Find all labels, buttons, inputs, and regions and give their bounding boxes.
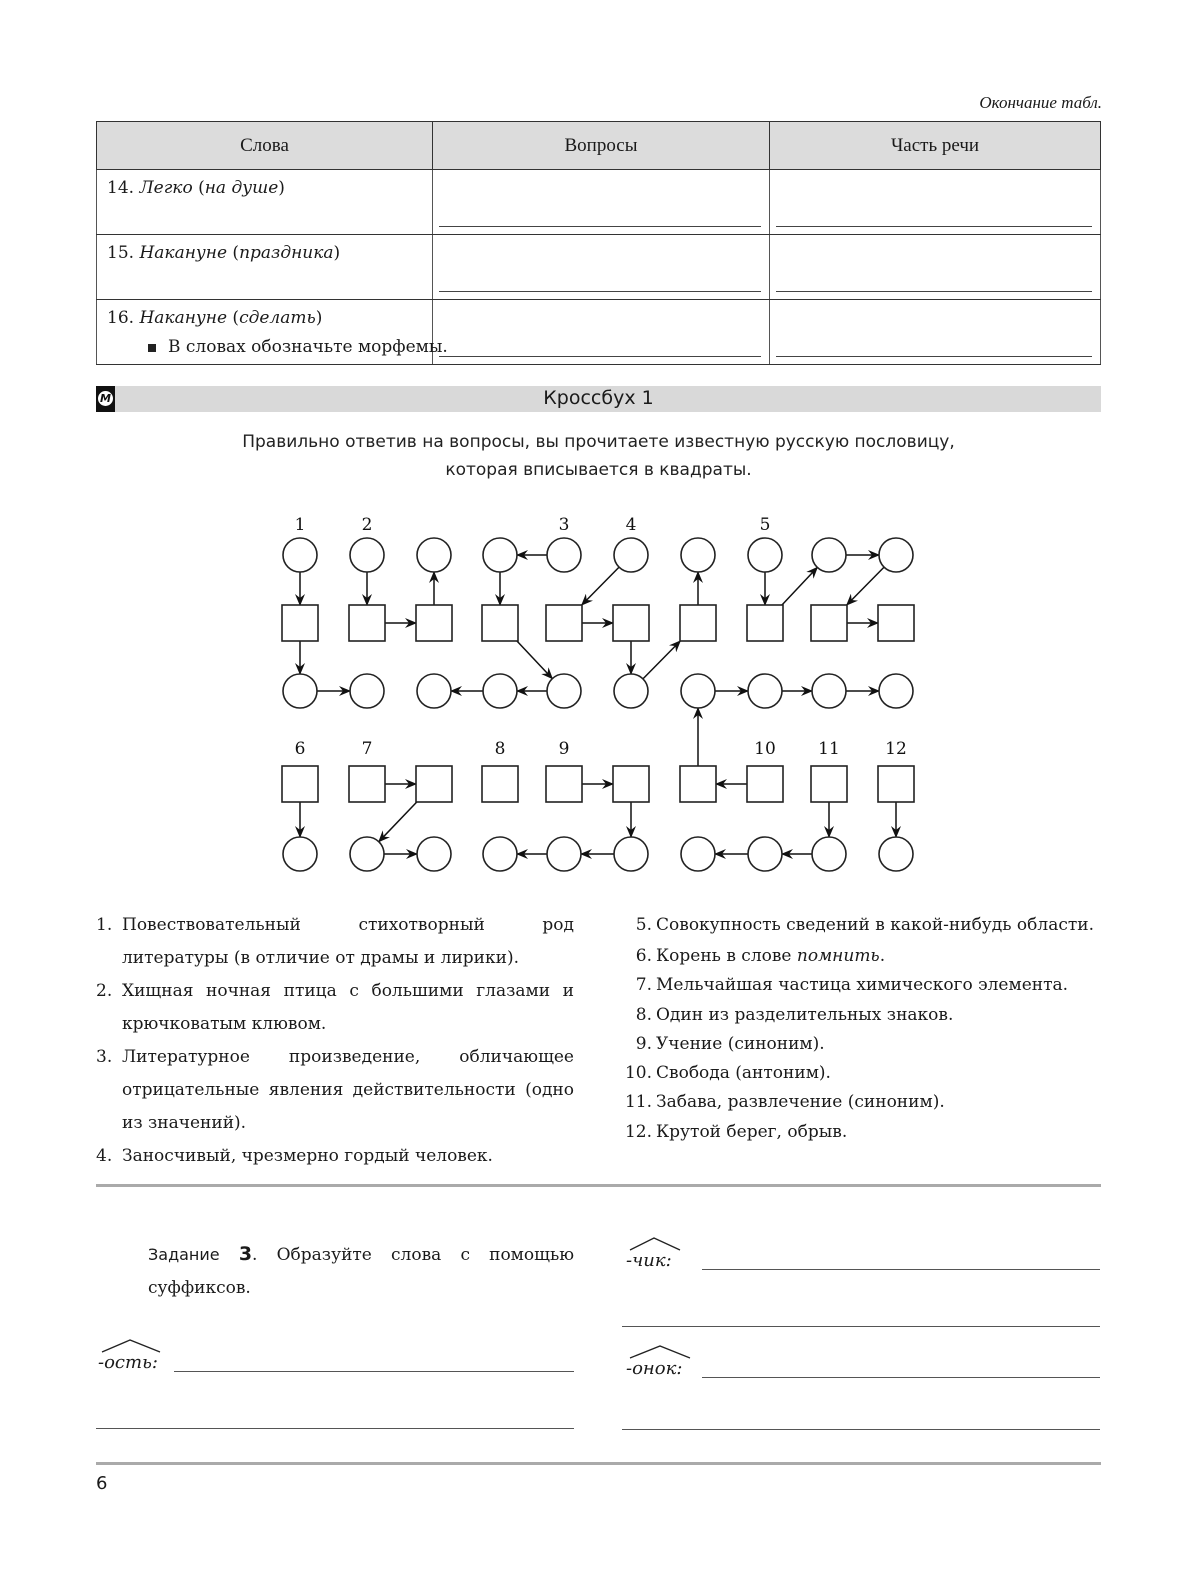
diagram-arrow — [782, 567, 817, 605]
word-cell: 15. Накануне (праздника) — [97, 235, 433, 300]
task-number: 3 — [238, 1243, 253, 1265]
instructions-line-2: которая вписывается в квадраты. — [445, 460, 752, 480]
letter-circle[interactable] — [614, 674, 648, 708]
letter-square[interactable] — [613, 605, 649, 641]
question-number: 6. — [635, 946, 652, 966]
letter-square[interactable] — [546, 605, 582, 641]
question-number-label: 8 — [494, 739, 506, 759]
letter-square[interactable] — [878, 605, 914, 641]
task-label: Задание — [148, 1245, 220, 1264]
suffix-text: -чик — [626, 1250, 666, 1271]
suffix-arc-icon — [100, 1338, 162, 1354]
letter-circle[interactable] — [879, 674, 913, 708]
column-header-part-of-speech: Часть речи — [770, 122, 1101, 170]
instructions-line-1: Правильно ответив на вопросы, вы прочитаете известную русскую пословицу, — [242, 432, 955, 452]
task-3-prompt — [148, 1238, 574, 1305]
answer-line — [776, 356, 1092, 357]
table-caption: Окончание табл. — [979, 93, 1102, 112]
question-number-label: 1 — [294, 515, 306, 535]
question-number: 3. — [96, 1047, 113, 1067]
suffix-text: -ость — [98, 1352, 152, 1373]
crossbuh-instructions — [96, 428, 1101, 484]
letter-circle[interactable] — [681, 674, 715, 708]
table-row — [97, 170, 1101, 235]
question-item — [622, 1088, 1100, 1117]
letter-square[interactable] — [349, 766, 385, 802]
question-number: 4. — [96, 1146, 113, 1166]
question-text: Совокупность сведений в какой-нибудь области. — [656, 915, 1094, 935]
letter-square[interactable] — [416, 605, 452, 641]
questions-answer-cell[interactable] — [433, 235, 770, 300]
question-text: Повествовательный стихотворный род литературы (в отличие от драмы и лирики). — [122, 915, 574, 968]
word-context: сделать — [239, 308, 316, 328]
question-item — [96, 909, 574, 975]
letter-circle[interactable] — [350, 674, 384, 708]
word-cell: 16. Накануне (сделать) — [97, 300, 433, 365]
letter-circle[interactable] — [350, 538, 384, 572]
question-number: 2. — [96, 981, 113, 1001]
word-context: на душе — [204, 178, 279, 198]
letter-square[interactable] — [680, 766, 716, 802]
letter-square[interactable] — [416, 766, 452, 802]
bullet-square-icon — [148, 344, 156, 352]
letter-square[interactable] — [482, 605, 518, 641]
question-number-label: 9 — [558, 739, 570, 759]
letter-circle[interactable] — [812, 538, 846, 572]
question-item — [622, 942, 1100, 971]
letter-square[interactable] — [680, 605, 716, 641]
question-text: Хищная ночная птица с большими глазами и крючковатым клювом. — [122, 981, 574, 1034]
section-title: Кроссбух 1 — [543, 387, 654, 409]
page-footer-divider — [96, 1462, 1101, 1465]
suffix-onok-label — [626, 1358, 682, 1379]
diagram-arrow — [517, 641, 552, 679]
diagram-arrow — [643, 641, 680, 679]
letter-circle[interactable] — [748, 837, 782, 871]
suffix-ost-label — [98, 1352, 158, 1373]
letter-square[interactable] — [747, 766, 783, 802]
suffix-onok-answer-line-1[interactable] — [702, 1377, 1100, 1378]
letter-circle[interactable] — [748, 538, 782, 572]
suffix-colon: : — [151, 1352, 158, 1373]
question-number: 11. — [624, 1092, 652, 1113]
diagram-arrow — [379, 802, 417, 842]
questions-list-left — [96, 909, 574, 1173]
suffix-colon: : — [665, 1250, 672, 1271]
column-header-questions: Вопросы — [433, 122, 770, 170]
letter-circle[interactable] — [879, 538, 913, 572]
letter-circle[interactable] — [483, 538, 517, 572]
question-text: Крутой берег, обрыв. — [656, 1121, 848, 1142]
row-number: 15. — [107, 243, 135, 263]
task-text: . Образуйте слова с помощью суффиксов. — [148, 1245, 575, 1298]
question-text: Корень в слове — [656, 946, 797, 966]
morpheme-instruction — [148, 337, 448, 357]
suffix-chik-answer-line-2[interactable] — [622, 1326, 1100, 1327]
suffix-ost-answer-line-1[interactable] — [174, 1371, 574, 1372]
suffix-onok-answer-line-2[interactable] — [622, 1429, 1100, 1430]
letter-square[interactable] — [282, 766, 318, 802]
letter-circle[interactable] — [547, 837, 581, 871]
letter-circle[interactable] — [417, 674, 451, 708]
question-text: Свобода (антоним). — [656, 1063, 831, 1084]
word: Накануне — [139, 243, 228, 263]
section-divider — [96, 1184, 1101, 1187]
word-context: праздника — [239, 243, 334, 263]
suffix-arc-icon — [628, 1344, 692, 1360]
question-number: 10. — [624, 1063, 652, 1084]
letter-circle[interactable] — [812, 837, 846, 871]
question-text: Литературное произведение, обличающее отрицательные явления действительности (одно из значений). — [122, 1047, 574, 1133]
letter-circle[interactable] — [547, 538, 581, 572]
question-text-tail: . — [879, 946, 886, 966]
letter-circle[interactable] — [812, 674, 846, 708]
letter-square[interactable] — [811, 605, 847, 641]
letter-square[interactable] — [613, 766, 649, 802]
table-header-row — [97, 122, 1101, 170]
question-item — [622, 971, 1100, 1000]
letter-circle[interactable] — [614, 837, 648, 871]
letter-square[interactable] — [878, 766, 914, 802]
word-cell: 14. Легко (на душе) — [97, 170, 433, 235]
question-item — [622, 909, 1100, 942]
question-number-label: 11 — [818, 739, 840, 759]
answer-line — [439, 356, 761, 357]
question-item — [96, 975, 574, 1041]
word: Накануне — [139, 308, 228, 328]
question-number: 12. — [624, 1121, 652, 1142]
column-header-words: Слова — [97, 122, 433, 170]
letter-circle[interactable] — [483, 674, 517, 708]
suffix-colon: : — [676, 1358, 683, 1379]
suffix-chik-answer-line-1[interactable] — [702, 1269, 1100, 1270]
question-number: 7. — [635, 975, 652, 996]
letter-circle[interactable] — [748, 674, 782, 708]
page-number: 6 — [96, 1473, 108, 1494]
words-table — [96, 121, 1101, 365]
question-number-label: 2 — [361, 515, 373, 535]
letter-circle[interactable] — [614, 538, 648, 572]
morpheme-instruction-text: В словах обозначьте морфемы. — [168, 337, 448, 357]
answer-line — [776, 226, 1092, 227]
letter-circle[interactable] — [283, 538, 317, 572]
letter-circle[interactable] — [681, 837, 715, 871]
question-number-label: 12 — [885, 739, 907, 759]
letter-circle[interactable] — [417, 538, 451, 572]
letter-square[interactable] — [482, 766, 518, 802]
table-row — [97, 235, 1101, 300]
letter-square[interactable] — [282, 605, 318, 641]
question-number: 5. — [635, 915, 652, 935]
questions-answer-cell[interactable] — [433, 300, 770, 365]
diagram-arrow — [582, 567, 619, 605]
question-number: 8. — [635, 1004, 652, 1025]
question-item — [622, 1118, 1100, 1147]
answer-line — [439, 291, 761, 292]
suffix-text: -онок — [626, 1358, 677, 1379]
crossbuh-diagram — [0, 500, 1200, 890]
question-number-label: 6 — [294, 739, 306, 759]
row-number: 14. — [107, 178, 135, 198]
question-text: Учение (синоним). — [656, 1033, 825, 1054]
questions-answer-cell[interactable] — [433, 170, 770, 235]
letter-circle[interactable] — [879, 837, 913, 871]
letter-circle[interactable] — [681, 538, 715, 572]
letter-circle[interactable] — [417, 837, 451, 871]
part-of-speech-answer-cell[interactable] — [770, 235, 1101, 300]
question-item — [622, 1059, 1100, 1088]
letter-circle[interactable] — [483, 837, 517, 871]
question-number-label: 4 — [625, 515, 637, 535]
question-number-label: 5 — [759, 515, 771, 535]
letter-circle[interactable] — [547, 674, 581, 708]
question-item — [96, 1041, 574, 1140]
part-of-speech-answer-cell[interactable] — [770, 170, 1101, 235]
question-number-label: 10 — [754, 739, 776, 759]
question-text: Один из разделительных знаков. — [656, 1004, 954, 1025]
answer-line — [776, 291, 1092, 292]
question-number: 1. — [96, 915, 113, 935]
answer-line — [439, 226, 761, 227]
question-number: 9. — [635, 1033, 652, 1054]
question-item — [622, 1030, 1100, 1059]
question-text: Мельчайшая частица химического элемента. — [656, 975, 1069, 996]
question-number-label: 7 — [361, 739, 373, 759]
diagram-arrows — [300, 555, 896, 854]
word: Легко — [139, 178, 193, 198]
letter-circle[interactable] — [350, 837, 384, 871]
question-text: Забава, развлечение (синоним). — [656, 1092, 945, 1113]
question-item — [622, 1001, 1100, 1030]
question-text: Заносчивый, чрезмерно гордый человек. — [122, 1146, 493, 1166]
suffix-chik-label — [626, 1250, 672, 1271]
logo-letter: М — [98, 391, 113, 406]
row-number: 16. — [107, 308, 135, 328]
questions-list-right — [622, 909, 1100, 1147]
suffix-ost-answer-line-2[interactable] — [96, 1428, 574, 1429]
part-of-speech-answer-cell[interactable] — [770, 300, 1101, 365]
question-item — [96, 1140, 574, 1173]
question-italic-word: помнить — [796, 946, 880, 966]
letter-circle[interactable] — [283, 674, 317, 708]
letter-square[interactable] — [349, 605, 385, 641]
letter-square[interactable] — [747, 605, 783, 641]
letter-square[interactable] — [546, 766, 582, 802]
letter-circle[interactable] — [283, 837, 317, 871]
suffix-arc-icon — [628, 1236, 682, 1252]
letter-square[interactable] — [811, 766, 847, 802]
question-number-label: 3 — [558, 515, 570, 535]
diagram-arrow — [847, 567, 884, 605]
